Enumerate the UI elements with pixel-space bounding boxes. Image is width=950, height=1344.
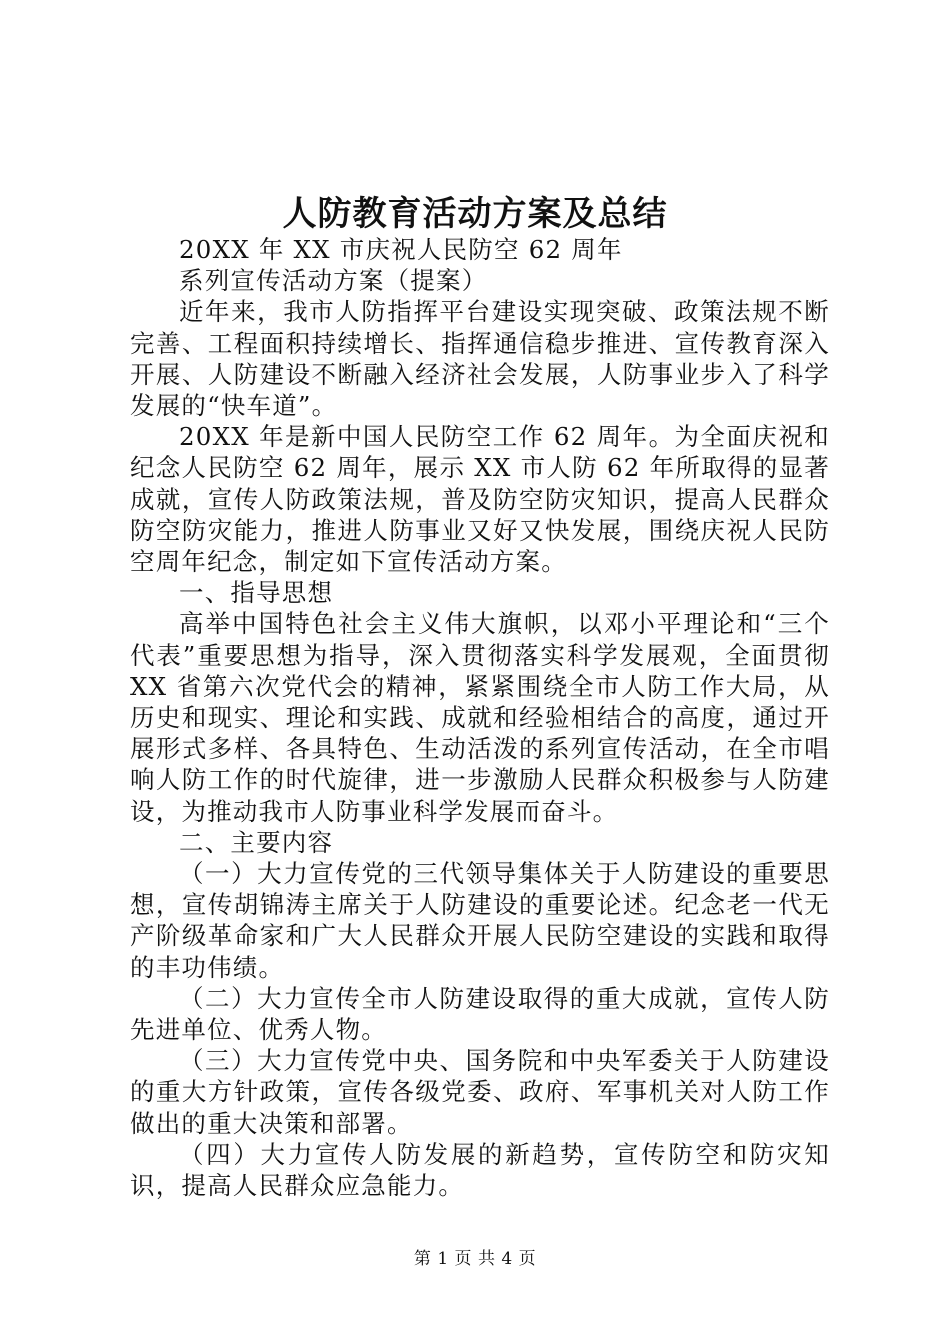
subtitle-line-2: 系列宣传活动方案（提案） bbox=[179, 266, 488, 296]
list-item-content-4: （四）大力宣传人防发展的新趋势，宣传防空和防灾知识，提高人民群众应急能力。 bbox=[130, 1139, 830, 1201]
list-item-content-1: （一）大力宣传党的三代领导集体关于人防建设的重要思想，宣传胡锦涛主席关于人防建设的重要论述。纪念老一代无产阶级革命家和广大人民群众开展人民防空建设的实践和取得的丰功伟绩。 bbox=[130, 859, 830, 982]
document-body bbox=[130, 234, 830, 1201]
page-number: 第 1 页 共 4 页 bbox=[413, 1249, 537, 1269]
section-heading-guiding-ideology: 一、指导思想 bbox=[179, 578, 334, 608]
list-item-content-2: （二）大力宣传全市人防建设取得的重大成就，宣传人防先进单位、优秀人物。 bbox=[130, 983, 830, 1045]
document-title: 人防教育活动方案及总结 bbox=[282, 194, 668, 234]
paragraph-intro: 近年来，我市人防指挥平台建设实现突破、政策法规不断完善、工程面积持续增长、指挥通信稳步推进、宣传教育深入开展、人防建设不断融入经济社会发展，人防事业步入了科学发展的“快车道”。 bbox=[130, 297, 830, 421]
subtitle-line-1: 20XX 年 XX 市庆祝人民防空 62 周年 bbox=[179, 235, 623, 264]
paragraph-guiding-ideology: 高举中国特色社会主义伟大旗帜，以邓小平理论和“三个代表”重要思想为指导，深入贯彻落实科学发展观，全面贯彻 XX 省第六次党代会的精神，紧紧围绕全市人防工作大局，从历史和现实、理论和实践、成就和经验相结合的高度，通过开展形式多样、各具特色、生动活泼的系列宣传活动，在全市唱响人防工作的时代旋律，进一步激励人民群众积极参与人防建设，为推动我市人防事业科学发展而奋斗。 bbox=[130, 609, 830, 826]
list-item-content-3: （三）大力宣传党中央、国务院和中央军委关于人防建设的重大方针政策，宣传各级党委、政府、军事机关对人防工作做出的重大决策和部署。 bbox=[130, 1046, 830, 1138]
paragraph-purpose: 20XX 年是新中国人民防空工作 62 周年。为全面庆祝和纪念人民防空 62 周年，展示 XX 市人防 62 年所取得的显著成就，宣传人防政策法规，普及防空防灾知识，提高人民群众防空防灾能力，推进人防事业又好又快发展，围绕庆祝人民防空周年纪念，制定如下宣传活动方案。 bbox=[130, 422, 830, 577]
section-heading-main-content: 二、主要内容 bbox=[179, 827, 334, 857]
